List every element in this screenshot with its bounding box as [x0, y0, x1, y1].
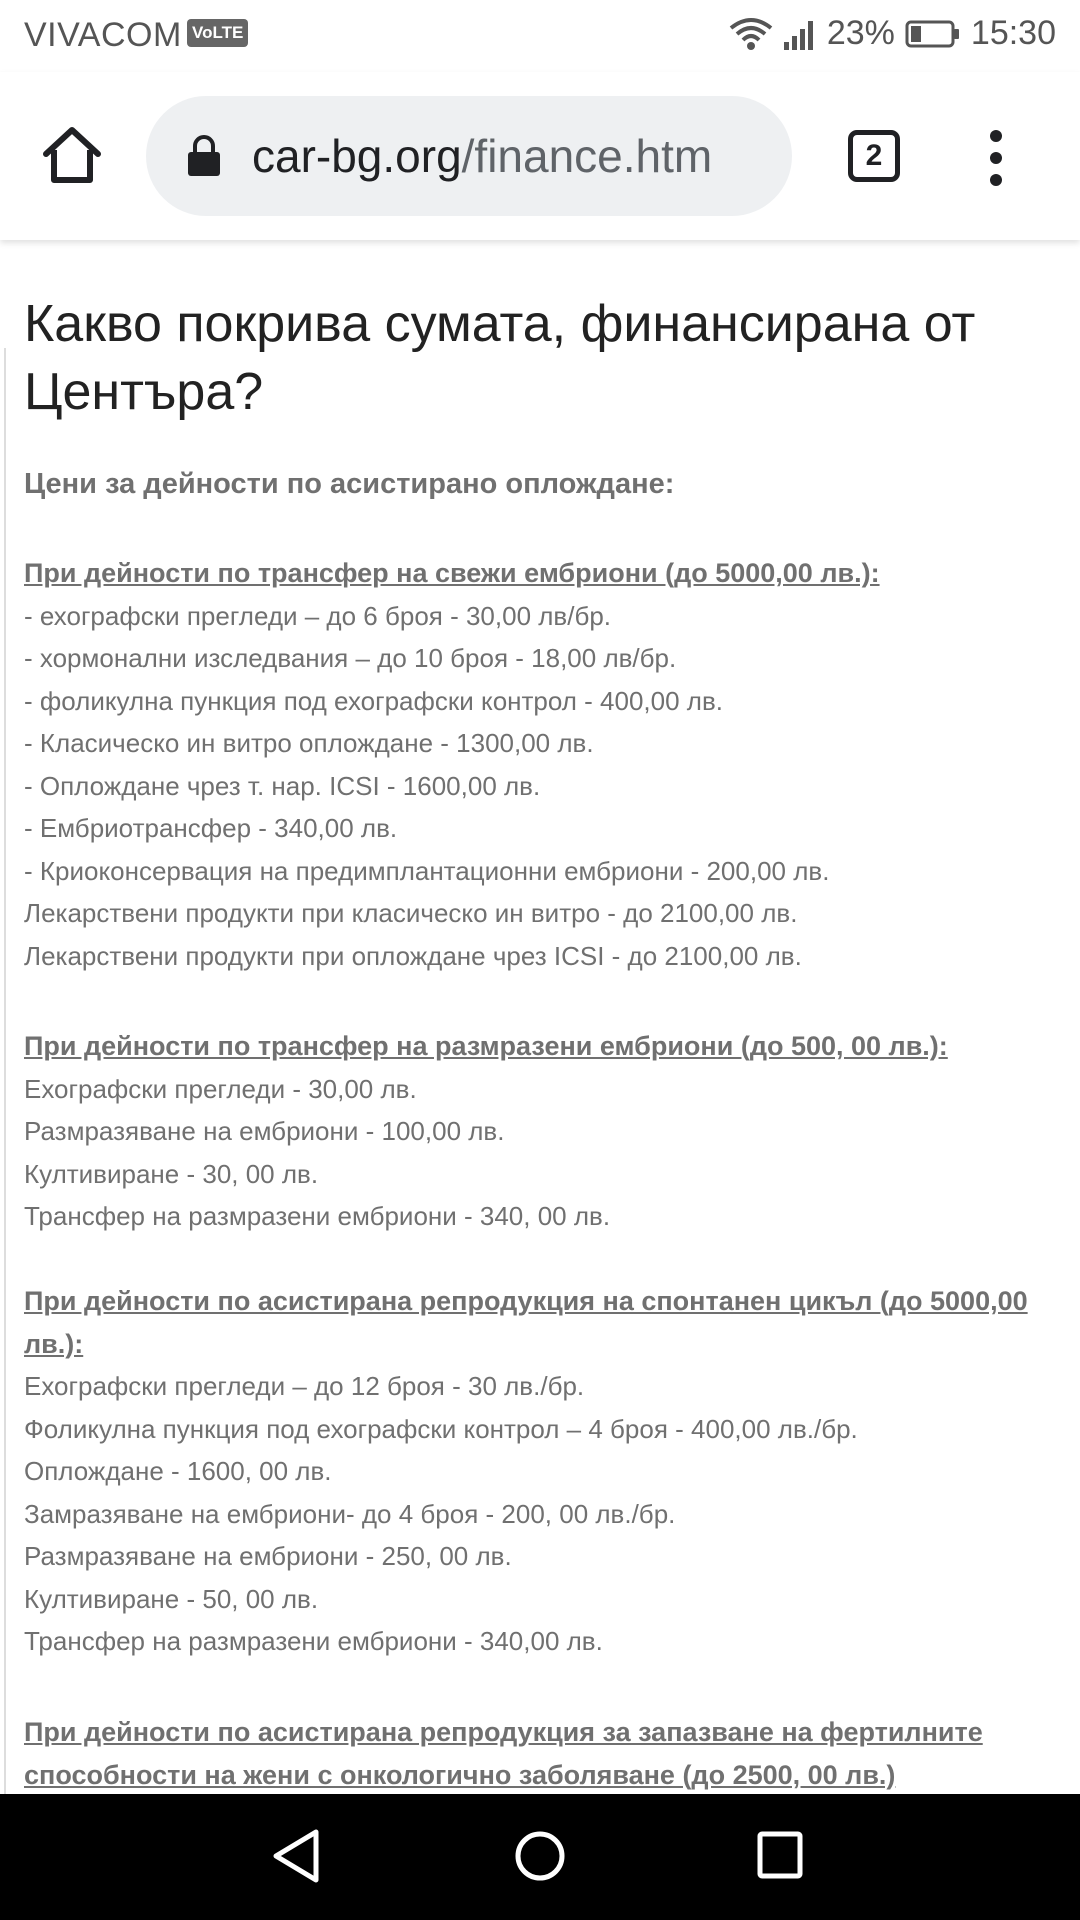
list-item: Лекарствени продукти при оплождане чрез ICSI - до 2100,00 лв.	[24, 940, 802, 971]
section-fresh-embryos	[24, 552, 1034, 977]
list-item: Лекарствени продукти при класическо ин витро - до 2100,00 лв.	[24, 898, 798, 928]
clock: 15:30	[970, 14, 1056, 52]
price-list	[24, 595, 1034, 978]
url-domain: car-bg.org	[252, 130, 462, 182]
list-item: - Криоконсервация на предимплантационни ембриони - 200,00 лв.	[24, 855, 830, 886]
battery-percent: 23%	[826, 14, 895, 52]
list-item: Размразяване на ембриони - 250, 00 лв.	[24, 1541, 512, 1571]
list-item: - ехографски прегледи – до 6 броя - 30,00 лв/бр.	[24, 600, 612, 631]
section-fertility-preservation	[24, 1711, 1034, 1794]
volte-badge: VoLTE	[187, 19, 248, 47]
section-heading: При дейности по трансфер на свежи ембриони (до 5000,00 лв.):	[24, 558, 880, 588]
list-item: Ехографски прегледи – до 12 броя - 30 лв./бр.	[24, 1371, 585, 1401]
section-heading: При дейности по асистирана репродукция за запазване на фертилните способности на жени с онкологично заболяване (до 2500, 00 лв.)	[24, 1717, 983, 1790]
list-item: - фоликулна пункция под ехографски контрол - 400,00 лв.	[24, 685, 724, 716]
lock-icon	[186, 134, 222, 178]
section-heading: При дейности по трансфер на размразени ембриони (до 500, 00 лв.):	[24, 1031, 948, 1061]
carrier-name: VIVACOM	[24, 16, 182, 54]
list-item: - хормонални изследвания – до 10 броя - 18,00 лв/бр.	[24, 643, 677, 673]
url-path: /finance.htm	[461, 130, 713, 182]
list-item: Фоликулна пункция под ехографски контрол – 4 броя - 400,00 лв./бр.	[24, 1413, 858, 1444]
recents-icon[interactable]	[756, 1830, 804, 1887]
back-icon[interactable]	[270, 1828, 322, 1889]
system-nav-bar	[0, 1794, 1080, 1920]
intro-heading: Цени за дейности по асистирано оплождане:	[24, 468, 675, 500]
url-text	[252, 128, 712, 184]
signal-icon	[783, 18, 817, 50]
address-bar[interactable]	[146, 96, 792, 216]
page-content[interactable]	[0, 240, 1080, 1794]
home-circle-icon[interactable]	[514, 1828, 566, 1889]
content-border	[4, 348, 6, 1794]
tab-switcher-button[interactable]: 2	[848, 130, 900, 182]
price-list	[24, 1068, 1034, 1238]
list-item: - Оплождане чрез т. нар. ICSI - 1600,00 лв.	[24, 770, 541, 801]
list-item: Ехографски прегледи - 30,00 лв.	[24, 1073, 417, 1104]
price-list	[24, 1365, 1034, 1663]
browser-toolbar	[0, 72, 1080, 240]
list-item: Култивиране - 50, 00 лв.	[24, 1583, 319, 1614]
list-item: Трансфер на размразени ембриони - 340,00 лв.	[24, 1626, 603, 1656]
list-item: Замразяване на ембриони- до 4 броя - 200, 00 лв./бр.	[24, 1498, 676, 1529]
list-item: Култивиране - 30, 00 лв.	[24, 1158, 319, 1189]
battery-icon	[905, 19, 961, 49]
list-item: Размразяване на ембриони - 100,00 лв.	[24, 1116, 505, 1146]
page-title: Какво покрива сумата, финансирана от Центъра?	[24, 295, 976, 421]
wifi-icon	[729, 16, 773, 52]
list-item: - Класическо ин витро оплождане - 1300,00 лв.	[24, 728, 594, 758]
status-indicators	[729, 14, 1056, 53]
list-item: - Ембриотрансфер - 340,00 лв.	[24, 813, 398, 843]
list-item: Оплождане - 1600, 00 лв.	[24, 1456, 332, 1486]
list-item: Трансфер на размразени ембриони - 340, 00 лв.	[24, 1201, 611, 1231]
status-bar	[0, 0, 1080, 72]
more-vert-icon[interactable]	[976, 128, 1016, 188]
section-frozen-embryos	[24, 1025, 1034, 1238]
home-icon[interactable]	[40, 124, 104, 188]
section-spontaneous-cycle	[24, 1280, 1034, 1663]
section-heading: При дейности по асистирана репродукция на спонтанен цикъл (до 5000,00 лв.):	[24, 1286, 1028, 1359]
